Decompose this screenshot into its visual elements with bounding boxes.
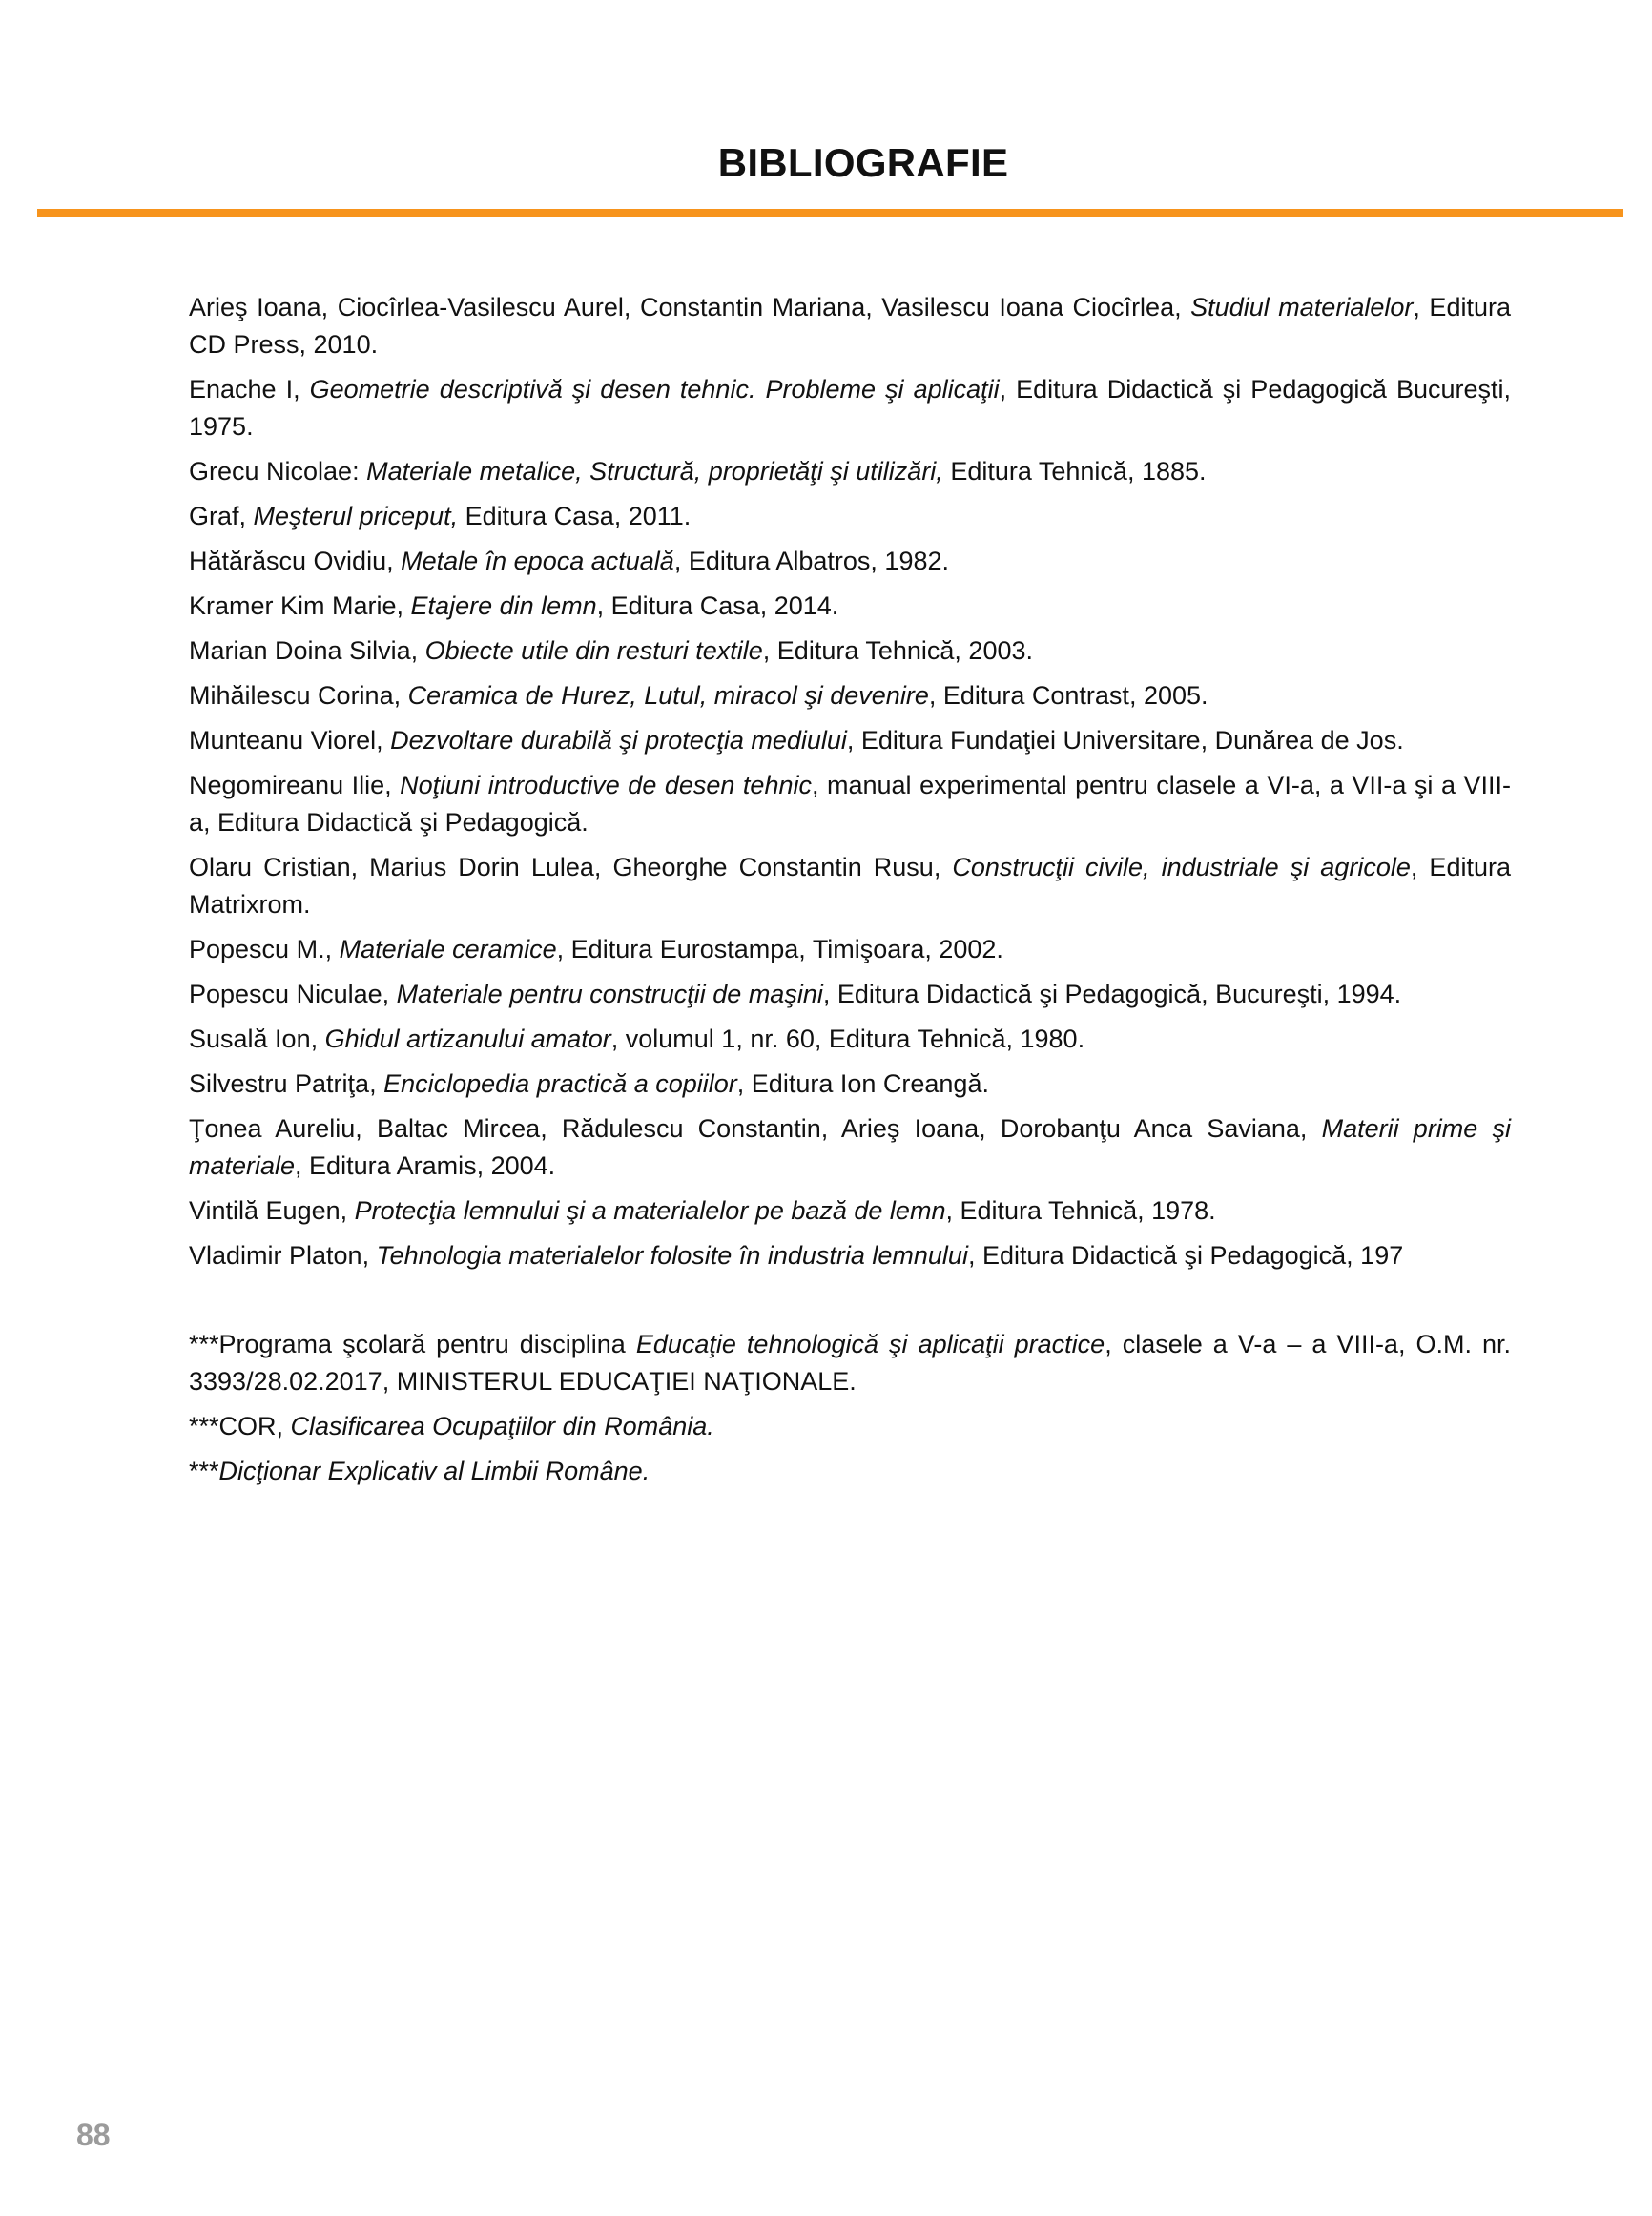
entry-title: Meşterul priceput, bbox=[253, 502, 459, 530]
bibliography-entry bbox=[189, 632, 1511, 670]
entry-separator: , bbox=[410, 636, 425, 665]
entry-title: Educaţie tehnologică şi aplicaţii practice bbox=[635, 1330, 1105, 1358]
entry-author: Enache I bbox=[189, 375, 294, 404]
entry-separator: , bbox=[361, 1241, 377, 1270]
bibliography-entry bbox=[189, 1453, 1511, 1490]
title-underline bbox=[37, 209, 1623, 217]
entry-author: Mihăilescu Corina bbox=[189, 681, 394, 710]
entry-separator: , bbox=[376, 726, 391, 755]
entry-title: Dezvoltare durabilă şi protecţia mediului bbox=[390, 726, 847, 755]
entry-details: , Editura Matrixrom. bbox=[189, 853, 1511, 919]
entry-author: Arieş Ioana, Ciocîrlea-Vasilescu Aurel, Constantin Mariana, Vasilescu Ioana Ciocîrlea bbox=[189, 293, 1175, 321]
entry-separator bbox=[626, 1330, 636, 1358]
entry-title: Clasificarea Ocupaţiilor din România. bbox=[290, 1412, 714, 1440]
entry-title: Materiale pentru construcţii de maşini bbox=[396, 980, 823, 1008]
bibliography-list bbox=[189, 289, 1511, 1498]
entry-author: ***COR bbox=[189, 1412, 277, 1440]
bibliography-entry bbox=[189, 1408, 1511, 1445]
entry-details: , Editura Tehnică, 1978. bbox=[945, 1196, 1216, 1225]
bibliography-entry bbox=[189, 767, 1511, 841]
entry-author: Grecu Nicolae bbox=[189, 457, 353, 486]
bibliography-entry bbox=[189, 1192, 1511, 1230]
entry-separator: , bbox=[393, 681, 408, 710]
entry-title: Etajere din lemn bbox=[410, 591, 597, 620]
entry-separator: , bbox=[382, 980, 397, 1008]
entry-separator: , bbox=[369, 1069, 384, 1098]
entry-separator: , bbox=[340, 1196, 355, 1225]
entry-author: Hătărăscu Ovidiu bbox=[189, 547, 387, 575]
bibliography-entry bbox=[189, 588, 1511, 625]
entry-title: Obiecte utile din resturi textile bbox=[424, 636, 763, 665]
bibliography-entry bbox=[189, 498, 1511, 535]
entry-title: Tehnologia materialelor folosite în industria lemnului bbox=[376, 1241, 968, 1270]
entry-title: Materiale metalice, Structură, proprietăţi şi utilizări, bbox=[366, 457, 943, 486]
entry-title: Protecţia lemnului şi a materialelor pe bază de lemn bbox=[354, 1196, 946, 1225]
bibliography-entry bbox=[189, 849, 1511, 923]
entry-author: Marian Doina Silvia bbox=[189, 636, 411, 665]
entry-separator: , bbox=[933, 853, 953, 881]
entry-details: , Editura CD Press, 2010. bbox=[189, 293, 1511, 359]
bibliography-entry bbox=[189, 371, 1511, 445]
entry-details: , Editura Fundaţiei Universitare, Dunărea de Jos. bbox=[846, 726, 1404, 755]
bibliography-entry bbox=[189, 543, 1511, 580]
entry-separator: , bbox=[1174, 293, 1191, 321]
entry-author: Popescu M. bbox=[189, 935, 325, 963]
entry-title: Construcţii civile, industriale şi agricole bbox=[952, 853, 1411, 881]
entry-details: Editura Casa, 2011. bbox=[458, 502, 692, 530]
entry-title: Noţiuni introductive de desen tehnic bbox=[400, 771, 812, 799]
entry-author: Popescu Niculae bbox=[189, 980, 382, 1008]
entry-title: Materiale ceramice bbox=[339, 935, 557, 963]
entry-title: Studiul materialelor bbox=[1190, 293, 1414, 321]
entry-separator: : bbox=[352, 457, 367, 486]
entry-title: Metale în epoca actuală bbox=[401, 547, 674, 575]
bibliography-entry bbox=[189, 677, 1511, 715]
bibliography-entry bbox=[189, 722, 1511, 759]
entry-details: , Editura Didactică şi Pedagogică Bucureşti, 1975. bbox=[189, 375, 1512, 441]
entry-details: , Editura Didactică şi Pedagogică, 197 bbox=[967, 1241, 1404, 1270]
bibliography-entry bbox=[189, 931, 1511, 968]
entry-details: Editura Tehnică, 1885. bbox=[942, 457, 1207, 486]
entry-author: Susală Ion bbox=[189, 1025, 311, 1053]
entry-details: , Editura Casa, 2014. bbox=[596, 591, 839, 620]
bibliography-entry bbox=[189, 1066, 1511, 1103]
entry-details: , clasele a V-a – a VIII-a, O.M. nr. 3393/28.02.2017, MINISTERUL EDUCAŢIEI NAŢIONALE. bbox=[189, 1330, 1512, 1396]
entry-details: , manual experimental pentru clasele a VI-a, a VII-a şi a VIII-a, Editura Didactică şi Pedagogică. bbox=[189, 771, 1511, 837]
entry-separator: , bbox=[276, 1412, 291, 1440]
entry-author: Graf bbox=[189, 502, 239, 530]
bibliography-entry bbox=[189, 976, 1511, 1013]
entry-title: Ghidul artizanului amator bbox=[324, 1025, 611, 1053]
entry-details: , Editura Albatros, 1982. bbox=[673, 547, 949, 575]
entry-title: Enciclopedia practică a copiilor bbox=[383, 1069, 737, 1098]
entry-separator: , bbox=[1299, 1114, 1322, 1143]
entry-details: , Editura Aramis, 2004. bbox=[295, 1151, 556, 1180]
section-spacer bbox=[189, 1282, 1511, 1326]
entry-details: , Editura Tehnică, 2003. bbox=[762, 636, 1033, 665]
entry-separator: , bbox=[386, 547, 402, 575]
entry-title: Materii prime şi materiale bbox=[189, 1114, 1511, 1180]
main-entries bbox=[189, 289, 1511, 1274]
bibliography-entry bbox=[189, 1237, 1511, 1274]
entry-author: Ţonea Aureliu, Baltac Mircea, Rădulescu Constantin, Arieş Ioana, Dorobanţu Anca Saviana bbox=[189, 1114, 1300, 1143]
entry-author: Kramer Kim Marie bbox=[189, 591, 397, 620]
entry-title: Ceramica de Hurez, Lutul, miracol şi devenire bbox=[407, 681, 929, 710]
entry-separator: , bbox=[310, 1025, 325, 1053]
entry-title: Dicţionar Explicativ al Limbii Române. bbox=[218, 1457, 650, 1485]
entry-details: , Editura Contrast, 2005. bbox=[928, 681, 1208, 710]
extra-entries bbox=[189, 1326, 1511, 1490]
entry-separator: , bbox=[238, 502, 254, 530]
entry-details: , Editura Didactică şi Pedagogică, Bucureşti, 1994. bbox=[822, 980, 1402, 1008]
page-title: BIBLIOGRAFIE bbox=[717, 140, 1009, 185]
bibliography-entry bbox=[189, 1021, 1511, 1058]
entry-separator: , bbox=[396, 591, 411, 620]
page-number: 88 bbox=[76, 2118, 111, 2152]
entry-separator: , bbox=[384, 771, 401, 799]
bibliography-entry bbox=[189, 289, 1511, 363]
entry-separator: , bbox=[293, 375, 310, 404]
entry-author: *** bbox=[189, 1457, 219, 1485]
bibliography-entry bbox=[189, 453, 1511, 490]
entry-details: , Editura Eurostampa, Timişoara, 2002. bbox=[556, 935, 1003, 963]
entry-title: Geometrie descriptivă şi desen tehnic. Probleme şi aplicaţii bbox=[309, 375, 1000, 404]
entry-details: , Editura Ion Creangă. bbox=[736, 1069, 989, 1098]
entry-author: Silvestru Patriţa bbox=[189, 1069, 370, 1098]
entry-details: , volumul 1, nr. 60, Editura Tehnică, 1980. bbox=[610, 1025, 1085, 1053]
entry-author: Negomireanu Ilie bbox=[189, 771, 385, 799]
entry-author: Vladimir Platon bbox=[189, 1241, 362, 1270]
entry-author: Vintilă Eugen bbox=[189, 1196, 341, 1225]
entry-separator: , bbox=[324, 935, 340, 963]
bibliography-entry bbox=[189, 1326, 1511, 1400]
entry-author: ***Programa şcolară pentru disciplina bbox=[189, 1330, 626, 1358]
entry-author: Munteanu Viorel bbox=[189, 726, 377, 755]
entry-author: Olaru Cristian, Marius Dorin Lulea, Gheorghe Constantin Rusu bbox=[189, 853, 934, 881]
bibliography-entry bbox=[189, 1110, 1511, 1185]
